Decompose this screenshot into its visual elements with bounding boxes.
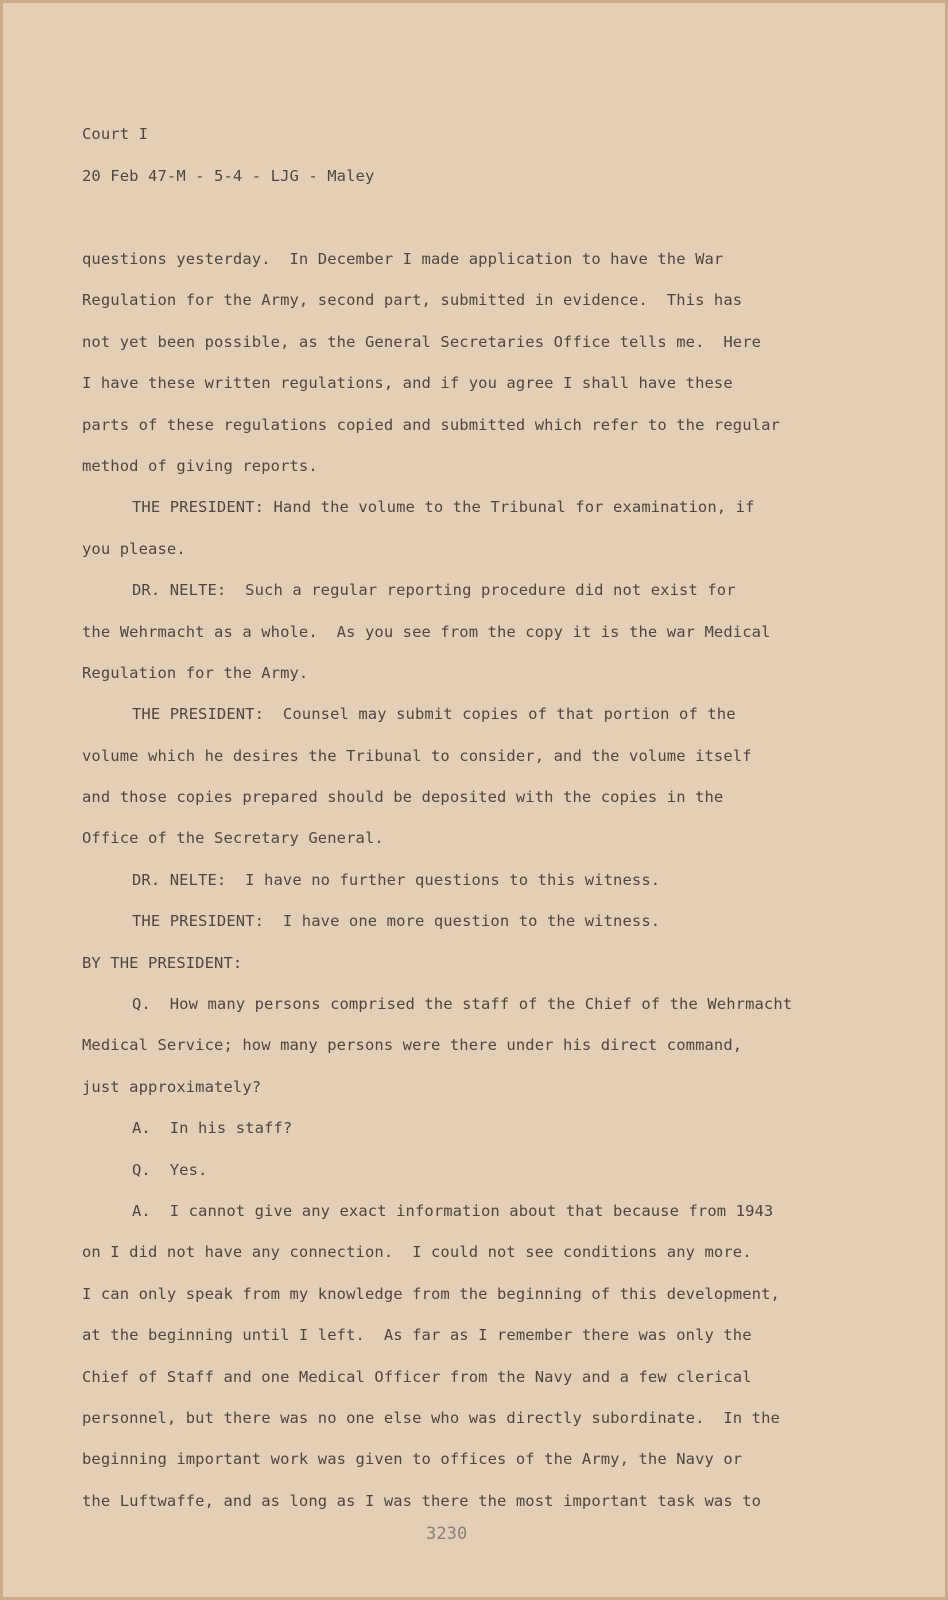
text-line: personnel, but there was no one else who was directly subordinate. In the <box>82 1408 780 1427</box>
text-line: A. I cannot give any exact information about that because from 1943 <box>132 1201 774 1220</box>
text-line: just approximately? <box>82 1077 262 1096</box>
text-line: A. In his staff? <box>132 1119 293 1138</box>
text-line: I can only speak from my knowledge from the beginning of this development, <box>82 1284 780 1303</box>
text-line: volume which he desires the Tribunal to consider, and the volume itself <box>82 746 752 765</box>
text-line: on I did not have any connection. I could not see conditions any more. <box>82 1243 752 1262</box>
text-line: THE PRESIDENT: I have one more question to the witness. <box>132 912 661 931</box>
text-line: and those copies prepared should be deposited with the copies in the <box>82 788 724 807</box>
text-line: Q. How many persons comprised the staff of the Chief of the Wehrmacht <box>132 995 793 1014</box>
text-line: Regulation for the Army, second part, submitted in evidence. This has <box>82 291 743 310</box>
page-header <box>82 122 374 206</box>
text-line: beginning important work was given to offices of the Army, the Navy or <box>82 1450 743 1469</box>
text-line: the Wehrmacht as a whole. As you see from the copy it is the war Medical <box>82 622 771 641</box>
text-line: BY THE PRESIDENT: <box>82 953 243 972</box>
text-line: the Luftwaffe, and as long as I was there the most important task was to <box>82 1491 762 1510</box>
text-line: questions yesterday. In December I made application to have the War <box>82 250 724 268</box>
transcript-body <box>82 246 862 1529</box>
text-line: DR. NELTE: Such a regular reporting procedure did not exist for <box>132 581 736 600</box>
court-label: Court I <box>82 125 149 143</box>
text-line: DR. NELTE: I have no further questions to this witness. <box>132 870 661 889</box>
text-line: Office of the Secretary General. <box>82 829 384 848</box>
text-line: at the beginning until I left. As far as I remember there was only the <box>82 1326 752 1345</box>
text-line: I have these written regulations, and if you agree I shall have these <box>82 374 733 393</box>
text-line: THE PRESIDENT: Hand the volume to the Tribunal for examination, if <box>132 498 755 517</box>
text-line: you please. <box>82 539 186 558</box>
text-line: Q. Yes. <box>132 1160 208 1179</box>
text-line: not yet been possible, as the General Secretaries Office tells me. Here <box>82 332 762 351</box>
page-number: 3230 <box>426 1524 468 1544</box>
text-line: THE PRESIDENT: Counsel may submit copies of that portion of the <box>132 705 736 724</box>
text-line: Medical Service; how many persons were there under his direct command, <box>82 1036 743 1055</box>
text-line: parts of these regulations copied and submitted which refer to the regular <box>82 415 780 434</box>
text-line: method of giving reports. <box>82 456 318 475</box>
text-line: Regulation for the Army. <box>82 663 309 682</box>
session-line: 20 Feb 47-M - 5-4 - LJG - Maley <box>82 167 375 185</box>
text-line: Chief of Staff and one Medical Officer from the Navy and a few clerical <box>82 1367 752 1386</box>
